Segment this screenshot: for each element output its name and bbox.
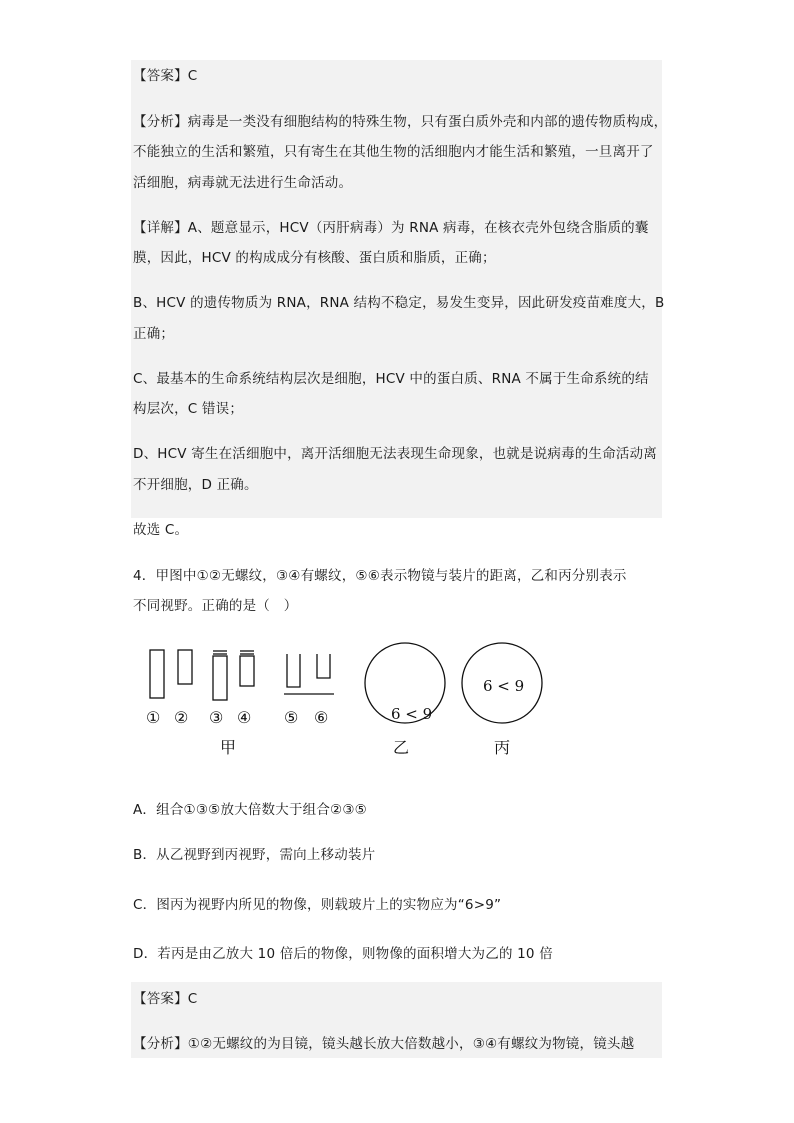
question-line-1: 4．甲图中①②无螺纹，③④有螺纹，⑤⑥表示物镜与装片的距离，乙和丙分别表示 xyxy=(133,568,627,584)
label-num-2: ② xyxy=(174,708,189,727)
analysis-line-2: 不能独立的生活和繁殖，只有寄生在其他生物的活细胞内才能生活和繁殖，一旦离开了 xyxy=(133,144,654,160)
label-num-1: ① xyxy=(146,708,161,727)
microscope-figure xyxy=(140,640,560,765)
label-num-5: ⑤ xyxy=(284,708,299,727)
label-yi: 乙 xyxy=(393,738,410,757)
answer-line: 【答案】C xyxy=(133,68,198,84)
distance-5-shape xyxy=(287,654,300,687)
label-num-3: ③ xyxy=(209,708,224,727)
option-d: D．若丙是由乙放大 10 倍后的物像，则物像的面积增大为乙的 10 倍 xyxy=(133,946,553,962)
analysis-line-3: 活细胞，病毒就无法进行生命活动。 xyxy=(133,175,353,191)
detail-line-d1: D、HCV 寄生在活细胞中，离开活细胞无法表现生命现象，也就是说病毒的生命活动离 xyxy=(133,446,657,462)
conclusion-line: 故选 C。 xyxy=(133,522,189,538)
label-bing: 丙 xyxy=(494,738,511,757)
detail-line-c1: C、最基本的生命系统结构层次是细胞，HCV 中的蛋白质、RNA 不属于生命系统的结 xyxy=(133,371,649,387)
detail-line-c2: 构层次，C 错误； xyxy=(133,401,244,417)
analysis-line-1: 【分析】病毒是一类没有细胞结构的特殊生物，只有蛋白质外壳和内部的遗传物质构成， xyxy=(133,114,668,130)
objective-short-shape xyxy=(240,656,254,686)
option-a: A．组合①③⑤放大倍数大于组合②③⑤ xyxy=(133,802,367,818)
distance-6-shape xyxy=(317,654,330,678)
analysis-line-4: 【分析】①②无螺纹的为目镜，镜头越长放大倍数越小，③④有螺纹为物镜，镜头越 xyxy=(133,1036,635,1052)
option-c: C．图丙为视野内所见的物像，则载玻片上的实物应为“6>9” xyxy=(133,897,502,913)
detail-line-d2: 不开细胞，D 正确。 xyxy=(133,477,258,493)
objective-long-shape xyxy=(213,656,227,700)
eyepiece-long-shape xyxy=(150,650,164,698)
detail-line-a1: 【详解】A、题意显示，HCV（丙肝病毒）为 RNA 病毒，在核衣壳外包绕含脂质的囊 xyxy=(133,220,649,236)
detail-line-a2: 膜，因此，HCV 的构成成分有核酸、蛋白质和脂质，正确； xyxy=(133,250,496,266)
answer-line-2: 【答案】C xyxy=(133,991,198,1007)
eyepiece-short-shape xyxy=(178,650,192,684)
question-line-2: 不同视野。正确的是（ ） xyxy=(133,598,298,614)
label-num-4: ④ xyxy=(237,708,252,727)
label-num-6: ⑥ xyxy=(314,708,329,727)
label-jia: 甲 xyxy=(220,738,237,757)
bing-field-text: 6 < 9 xyxy=(483,677,525,695)
yi-field-text: 6 < 9 xyxy=(391,705,433,723)
detail-line-b2: 正确； xyxy=(133,326,175,342)
option-b: B．从乙视野到丙视野，需向上移动装片 xyxy=(133,847,376,863)
detail-line-b1: B、HCV 的遗传物质为 RNA，RNA 结构不稳定，易发生变异，因此研发疫苗难度大，B xyxy=(133,295,665,311)
